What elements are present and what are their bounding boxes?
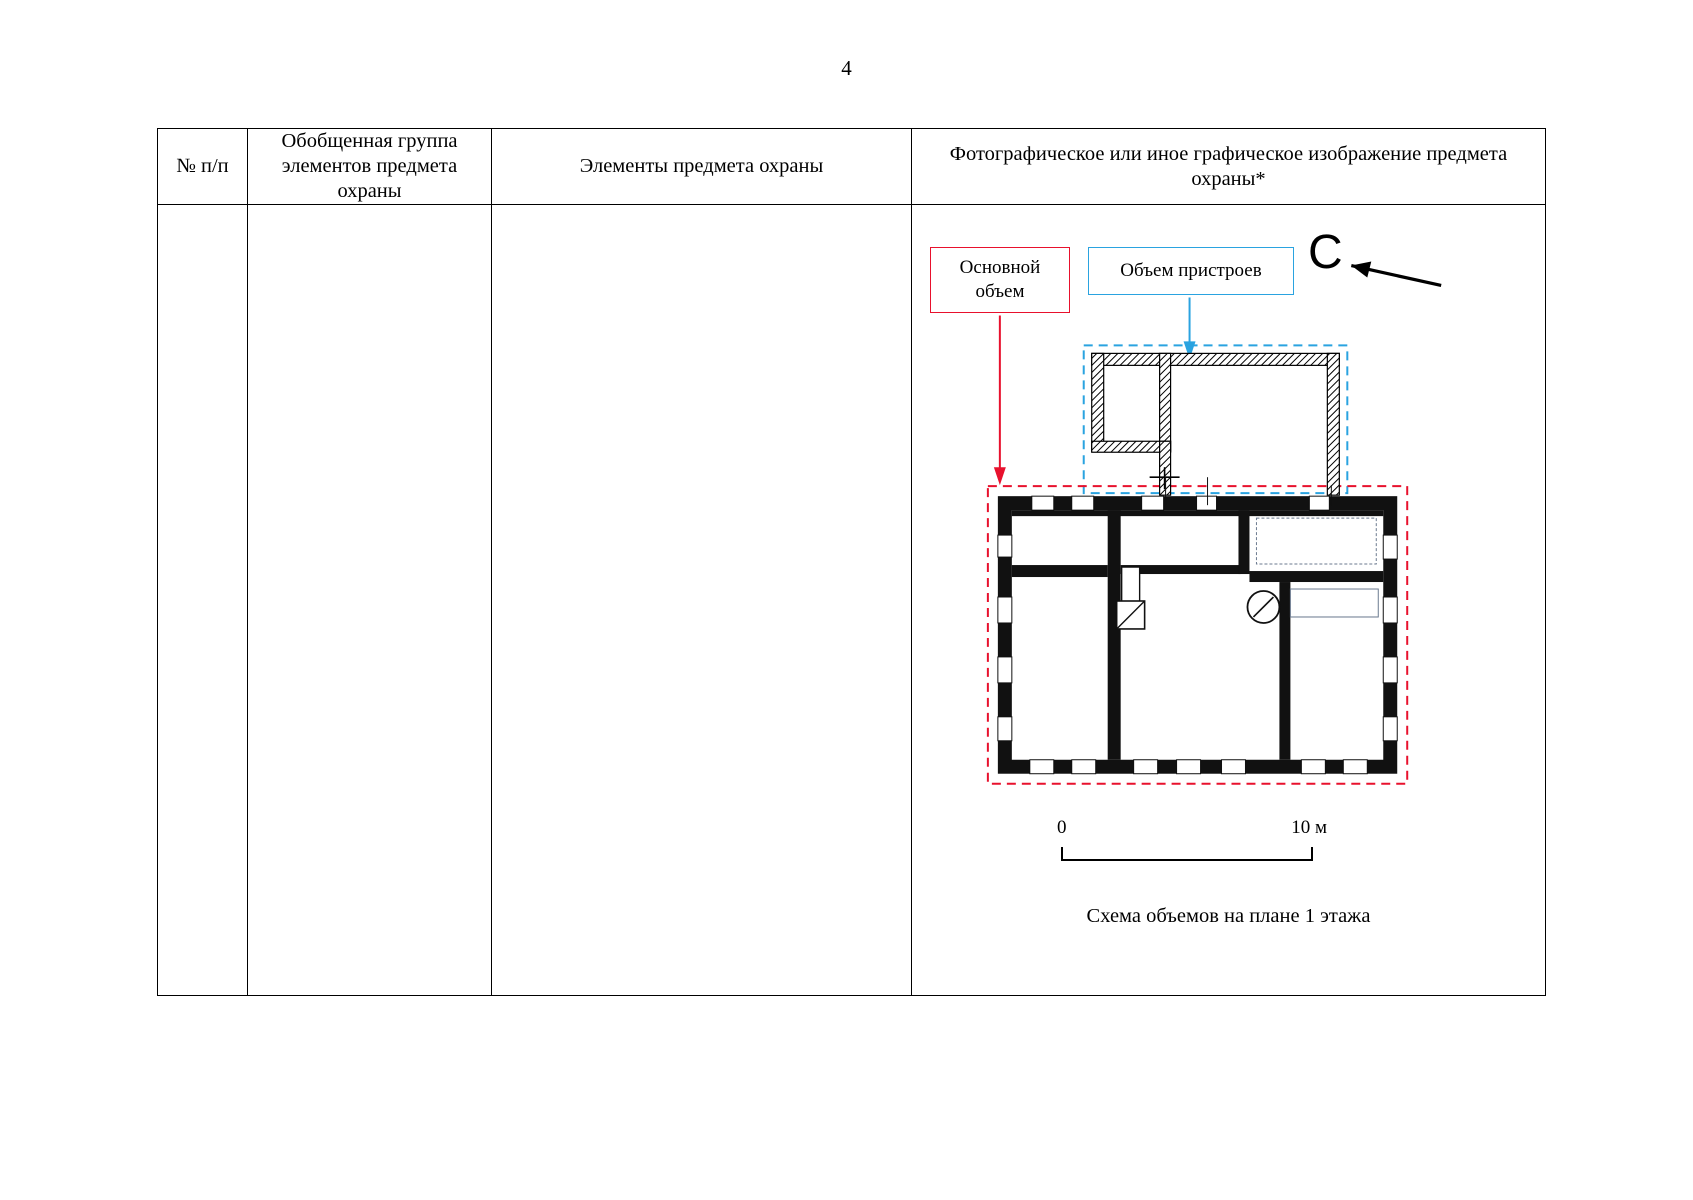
- floor-plan-figure: [912, 205, 1545, 995]
- column-header-group: Обобщенная группа элементов предмета охраны: [248, 129, 492, 205]
- cell-elements: [492, 205, 912, 996]
- column-header-image: Фотографическое или иное графическое изображение предмета охраны*: [912, 129, 1546, 205]
- page-number: 4: [841, 56, 852, 80]
- protection-subject-table: [157, 128, 1546, 996]
- column-header-number: № п/п: [158, 129, 248, 205]
- legend-annex-volume-label: Объем пристроев: [1120, 260, 1262, 282]
- legend-main-volume-label: Основной объем: [959, 257, 1041, 302]
- annex-volume-outline: [1084, 345, 1348, 493]
- table-row: [158, 205, 1546, 996]
- cell-image: [912, 205, 1546, 996]
- north-marker-label: С: [1308, 226, 1343, 279]
- scale-end-label: 10 м: [1291, 817, 1327, 838]
- column-header-elements: Элементы предмета охраны: [492, 129, 912, 205]
- cell-number: [158, 205, 248, 996]
- north-arrow-icon: [1351, 262, 1441, 286]
- main-volume-walls: [998, 477, 1397, 774]
- scale-bar-line: [1061, 847, 1313, 861]
- annex-walls: [1092, 353, 1340, 495]
- table-header-row: [158, 129, 1546, 205]
- leader-main-volume: [994, 315, 1006, 485]
- leader-annex-volume: [1184, 297, 1196, 359]
- scale-bar: [1057, 817, 1327, 877]
- figure-caption: Схема объемов на плане 1 этажа: [1086, 905, 1371, 927]
- scale-start-label: 0: [1057, 817, 1067, 838]
- cell-group: [248, 205, 492, 996]
